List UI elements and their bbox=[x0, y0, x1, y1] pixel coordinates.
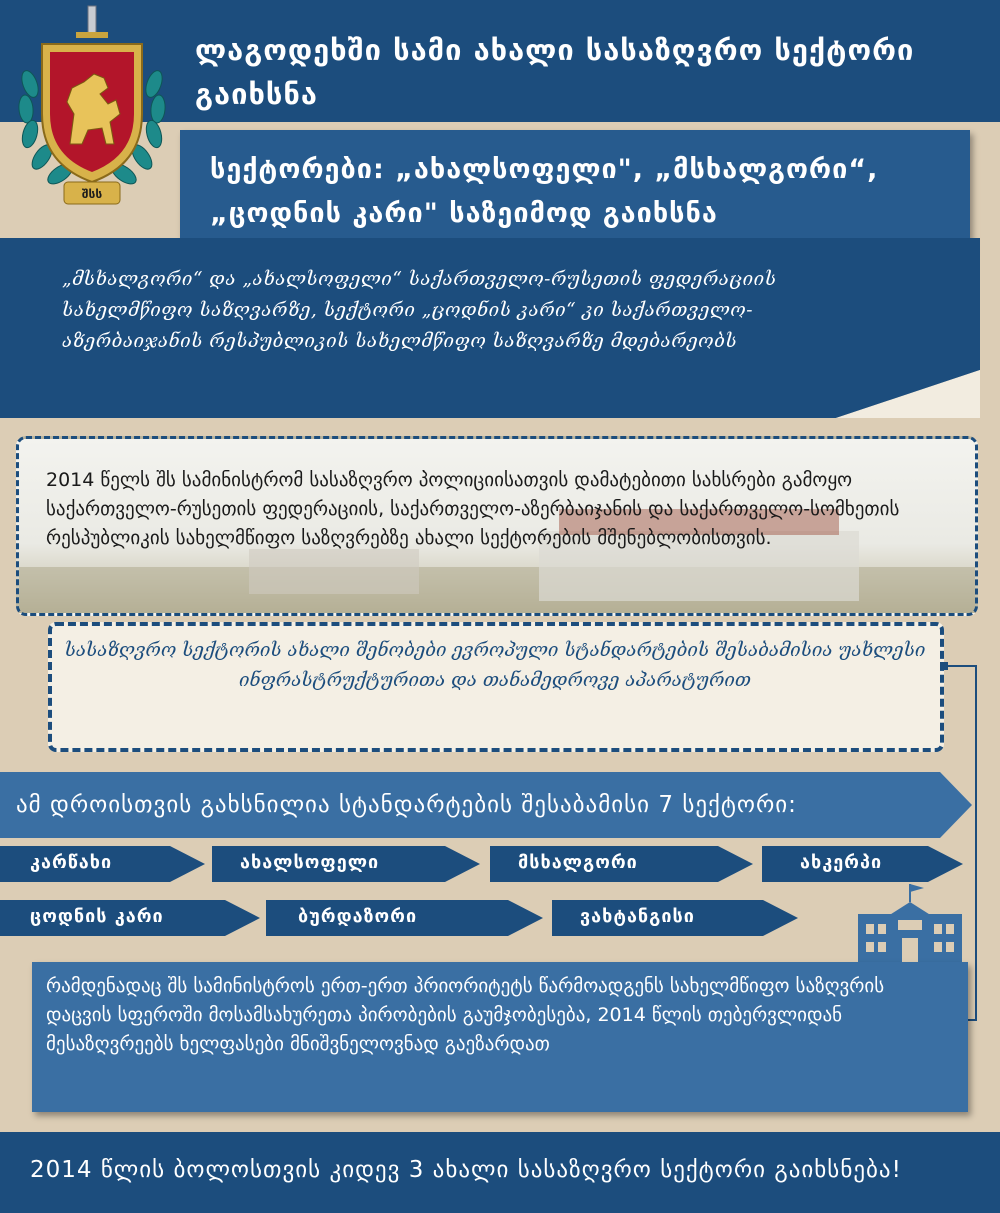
page-title: ლაგოდეხში სამი ახალი სასაზღვრო სექტორი გაიხსნა bbox=[195, 33, 915, 111]
info-text: 2014 წელს შს სამინისტრომ სასაზღვრო პოლიციისათვის დამატებითი სახსრები გამოყო საქართველო-რუსეთის ფედერაციის, საქართველო-აზერბაიჯანის და საქართველო-სომხეთის რესპუბლიკის სახელმწიფო საზღვრებზე ახალი სექტორების მშენებლობისთვის. bbox=[46, 469, 900, 549]
sector-label-7: ვახტანგისი bbox=[580, 906, 695, 927]
sectors-heading: ამ დროისთვის გახსნილია სტანდარტების შესაბამისი 7 სექტორი: bbox=[16, 792, 797, 818]
subtitle-text: სექტორები: „ახალსოფელი", „მსხალგორი“, „ცოდნის კარი" საზეიმოდ გაიხსნა bbox=[210, 154, 879, 229]
intro-text: „მსხალგორი“ და „ახალსოფელი“ საქართველო-რუსეთის ფედერაციის სახელმწიფო საზღვარზე, სექტორი „ცოდნის კარი“ კი საქართველო-აზერბაიჯანის რესპუბლიკის სახელმწიფო საზღვარზე მდებარეობს bbox=[62, 269, 777, 352]
sector-label-5: ცოდნის კარი bbox=[30, 906, 164, 927]
sector-label-2: ახალსოფელი bbox=[240, 852, 380, 873]
sector-label-1: კარწახი bbox=[30, 852, 113, 873]
sector-label-3: მსხალგორი bbox=[518, 852, 638, 873]
standards-text: სასაზღვრო სექტორის ახალი შენობები ევროპული სტანდარტების შესაბამისია უახლესი ინფრასტრუქტურითა და თანამედროვე აპარატურით bbox=[64, 640, 926, 691]
sector-label-4: ახკერპი bbox=[800, 852, 883, 873]
priority-text: რამდენადაც შს სამინისტროს ერთ-ერთ პრიორიტეტს წარმოადგენს სახელმწიფო საზღვრის დაცვის სფეროში მოსამსახურეთა პირობების გაუმჯობესება, 2014 წლის თებერვლიდან მესაზღვრეებს ხელფასები მნიშვნელოვნად გაეზარდათ bbox=[46, 975, 885, 1055]
emblem-scroll-label: შსს bbox=[81, 187, 103, 201]
police-emblem-icon bbox=[12, 4, 172, 209]
footer-text: 2014 წლის ბოლოსთვის კიდევ 3 ახალი სასაზღვრო სექტორი გაიხსნება! bbox=[30, 1157, 902, 1183]
sector-label-6: ბურდაზორი bbox=[298, 906, 418, 927]
